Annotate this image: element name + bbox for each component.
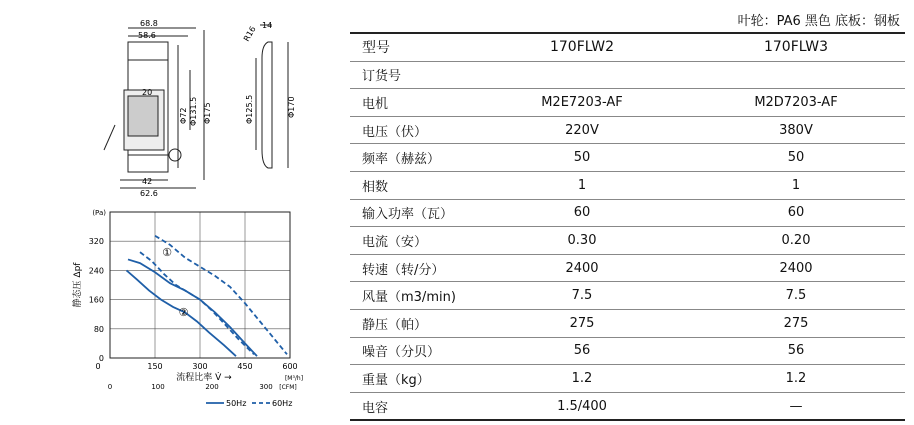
spec-label: 输入功率（瓦）: [350, 199, 477, 227]
spec-row: [350, 144, 905, 172]
spec-value-1: 1.5/400: [477, 392, 687, 420]
dim-58: 58.6: [138, 31, 156, 40]
x2-tick-label: 300: [259, 383, 273, 391]
header-label: 型号: [350, 33, 477, 61]
y-tick-label: 0: [98, 354, 104, 363]
spec-value-2: 50: [687, 144, 905, 172]
spec-value-1: 220V: [477, 116, 687, 144]
dim-42: 42: [142, 177, 153, 186]
dim-68: 68.8: [140, 19, 158, 28]
spec-row: [350, 116, 905, 144]
x2-tick-label: 200: [205, 383, 219, 391]
dim-62: 62.6: [140, 189, 158, 198]
dim-14: 14: [262, 21, 273, 30]
curve-marker-1: ①: [162, 245, 172, 259]
drawings: [0, 0, 340, 425]
spec-label: 重量（kg）: [350, 365, 477, 393]
y-tick-label: 240: [88, 266, 104, 276]
spec-value-2: 60: [687, 199, 905, 227]
spec-value-2: [687, 61, 905, 89]
series-line-60hz: [140, 252, 254, 354]
series-line-50hz: [128, 259, 257, 356]
x2-tick-label: 100: [151, 383, 165, 391]
dim-125: Φ125.5: [245, 94, 254, 124]
x-unit-label: [M³/h]: [284, 375, 304, 382]
x-axis-label: 流程比率 V̇ →: [176, 373, 232, 383]
legend-label-50hz: 50Hz: [226, 399, 247, 408]
spec-label: 电机: [350, 89, 477, 117]
dim-131: Φ131.5: [189, 96, 198, 126]
spec-row: [350, 392, 905, 420]
spec-value-1: 275: [477, 309, 687, 337]
spec-value-1: 1.2: [477, 365, 687, 393]
spec-value-2: 7.5: [687, 282, 905, 310]
spec-value-1: [477, 61, 687, 89]
y-unit-label: (Pa): [92, 209, 106, 217]
spec-value-2: 380V: [687, 116, 905, 144]
header-model-1: 170FLW2: [477, 33, 687, 61]
x-tick-label: 150: [147, 362, 163, 371]
spec-label: 订货号: [350, 61, 477, 89]
spec-value-1: 60: [477, 199, 687, 227]
spec-label: 频率（赫兹）: [350, 144, 477, 172]
spec-label: 转速（转/分）: [350, 254, 477, 282]
y-axis-label: 静态压 Δpf: [73, 262, 83, 308]
spec-row: [350, 171, 905, 199]
spec-value-2: 0.20: [687, 227, 905, 255]
fan-side-view: [256, 25, 288, 168]
spec-row: [350, 309, 905, 337]
spec-label: 电流（安）: [350, 227, 477, 255]
spec-label: 相数: [350, 171, 477, 199]
spec-label: 电容: [350, 392, 477, 420]
legend-label-60hz: 60Hz: [272, 399, 293, 408]
spec-label: 风量（m3/min): [350, 282, 477, 310]
spec-value-1: 0.30: [477, 227, 687, 255]
x-tick-label: 600: [282, 362, 298, 371]
y-tick-label: 80: [93, 324, 104, 334]
x2-unit-label: [CFM]: [279, 384, 297, 391]
dim-170: Φ170: [287, 96, 296, 118]
spec-label: 噪音（分贝）: [350, 337, 477, 365]
spec-value-2: 275: [687, 309, 905, 337]
spec-value-2: 1.2: [687, 365, 905, 393]
dim-72: Φ72: [179, 107, 188, 124]
dim-r16: R16: [241, 24, 258, 43]
spec-label: 电压（伏）: [350, 116, 477, 144]
spec-value-2: 2400: [687, 254, 905, 282]
spec-row: [350, 227, 905, 255]
x-tick-label: 450: [237, 362, 253, 371]
dim-175: Φ175: [203, 102, 212, 124]
spec-row: [350, 254, 905, 282]
dim-20: 20: [142, 88, 153, 97]
spec-value-2: —: [687, 392, 905, 420]
spec-value-1: 7.5: [477, 282, 687, 310]
series-line-60hz: [155, 236, 287, 355]
material-note: 叶轮：PA6 黑色 底板：钢板: [737, 14, 900, 29]
header-model-2: 170FLW3: [687, 33, 905, 61]
curve-marker-2: ②: [178, 306, 189, 320]
spec-row: [350, 199, 905, 227]
x-tick-label: 300: [192, 362, 208, 371]
spec-label: 静压（帕）: [350, 309, 477, 337]
spec-value-1: M2E7203-AF: [477, 89, 687, 117]
spec-value-1: 56: [477, 337, 687, 365]
spec-header-row: [350, 33, 905, 61]
spec-value-1: 1: [477, 171, 687, 199]
spec-value-2: M2D7203-AF: [687, 89, 905, 117]
spec-value-1: 50: [477, 144, 687, 172]
x-tick-label: 0: [95, 362, 101, 371]
spec-row: [350, 61, 905, 89]
spec-row: [350, 89, 905, 117]
spec-value-2: 1: [687, 171, 905, 199]
spec-table: [350, 32, 905, 421]
y-tick-label: 320: [88, 237, 104, 247]
performance-chart: [71, 209, 303, 408]
spec-row: [350, 282, 905, 310]
y-tick-label: 160: [88, 295, 104, 305]
spec-value-1: 2400: [477, 254, 687, 282]
x2-tick-label: 0: [107, 383, 113, 391]
spec-row: [350, 365, 905, 393]
spec-value-2: 56: [687, 337, 905, 365]
spec-row: [350, 337, 905, 365]
